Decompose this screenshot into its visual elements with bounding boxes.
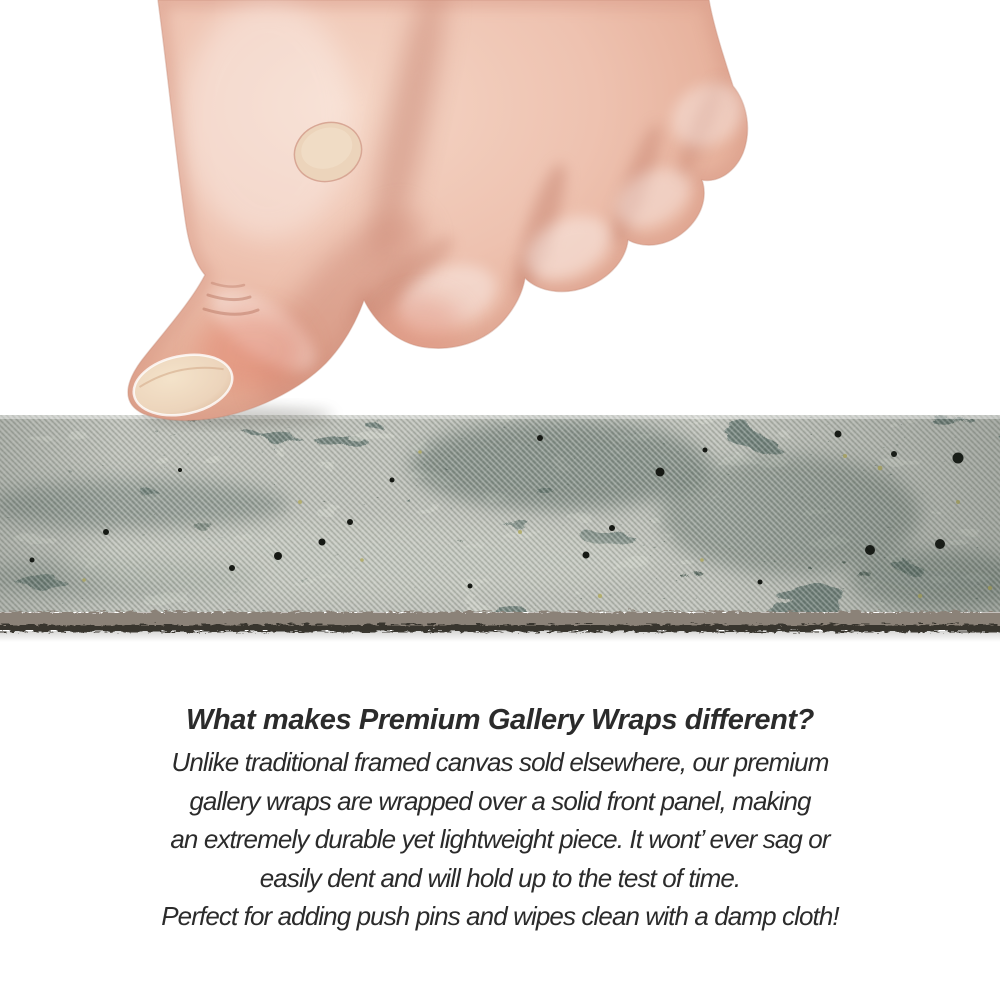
caption-heading: What makes Premium Gallery Wraps different? <box>186 704 814 736</box>
canvas-texture <box>0 415 1000 612</box>
caption-line-3: an extremely durable yet lightweight piece. It wont’ ever sag or <box>170 824 830 854</box>
canvas-edge-strip <box>0 410 1000 650</box>
caption-line-2: gallery wraps are wrapped over a solid front panel, making <box>189 785 811 816</box>
caption-line-4: easily dent and will hold up to the test of time. <box>259 862 741 893</box>
panel-edge <box>0 610 1000 630</box>
caption-line-1: Unlike traditional framed canvas sold elsewhere, our premium <box>171 747 829 777</box>
strip-shadow <box>0 631 1000 642</box>
hand-pressing-thumb <box>88 0 758 432</box>
caption <box>0 700 1000 936</box>
caption-line-5: Perfect for adding push pins and wipes clean with a damp cloth! <box>161 901 839 931</box>
